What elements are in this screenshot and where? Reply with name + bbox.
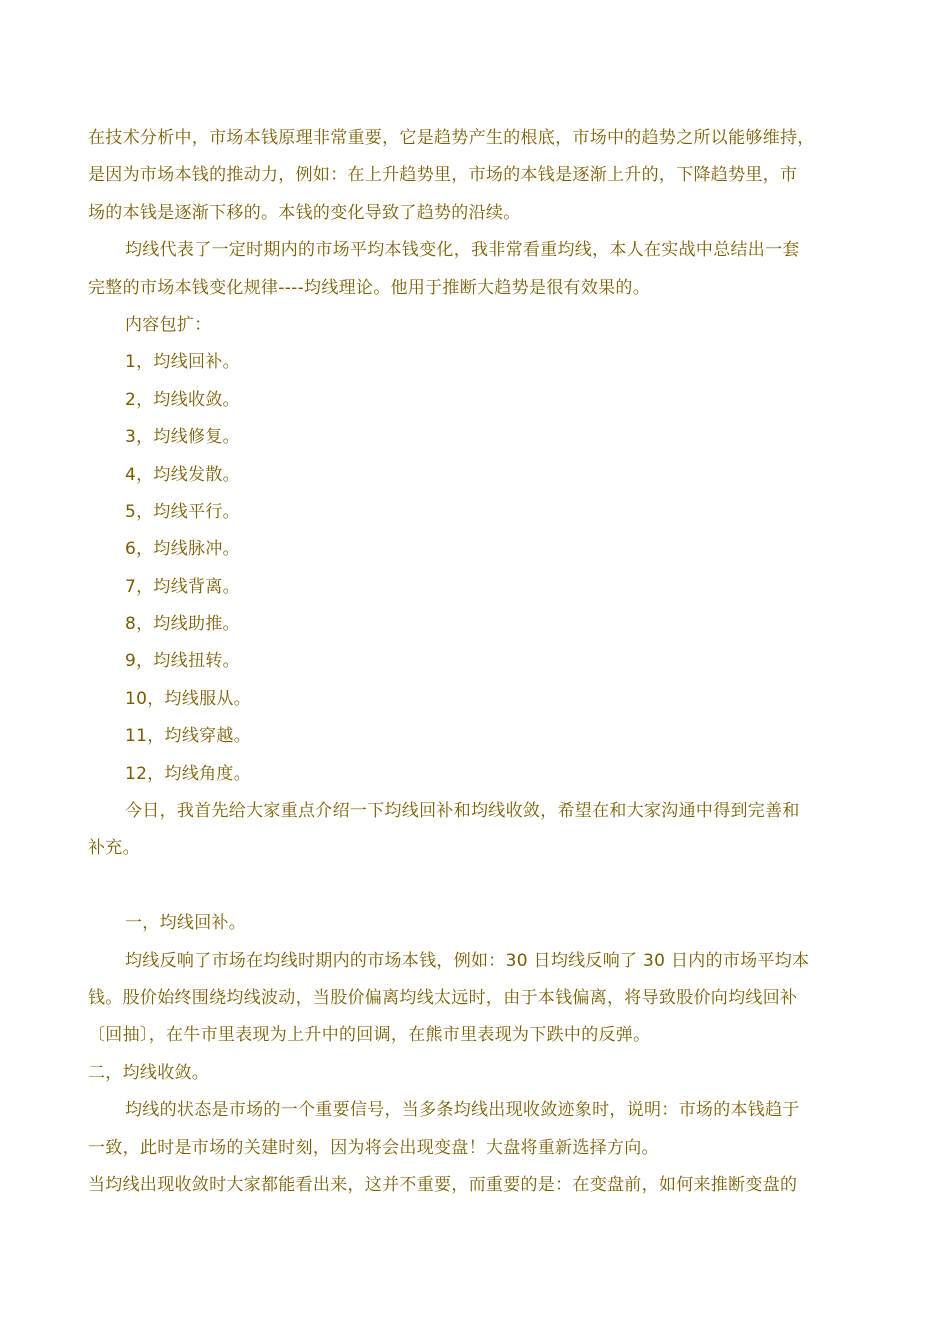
today-line-2: 补充。 [88,838,140,859]
list-item: 6，均线脉冲。 [125,539,240,560]
section-1-line-1: 均线反响了市场在均线时期内的市场本钱，例如：30 日均线反响了 30 日内的市场平均本 [125,950,810,971]
list-item: 12，均线角度。 [125,763,252,784]
contents-label: 内容包扩： [125,314,212,335]
list-item: 8，均线助推。 [125,614,240,635]
theory-line-2: 完整的市场本钱变化规律----均线理论。他用于推断大趋势是很有效果的。 [88,277,651,298]
list-item: 7，均线背离。 [125,576,240,597]
list-item: 4，均线发散。 [125,464,240,485]
list-item: 10，均线服从。 [125,688,252,709]
section-2-line-2: 一致，此时是市场的关建时刻，因为将会出现变盘！大盘将重新选择方向。 [88,1137,659,1158]
section-2-line-1: 均线的状态是市场的一个重要信号，当多条均线出现收敛迹象时，说明：市场的本钱趋于 [125,1100,800,1121]
intro-line-2: 是因为市场本钱的推动力，例如：在上升趋势里，市场的本钱是逐渐上升的，下降趋势里，市 [88,165,798,186]
today-line-1: 今日，我首先给大家重点介绍一下均线回补和均线收敛，希望在和大家沟通中得到完善和 [125,801,800,822]
section-1-line-3: 〔回抽〕，在牛市里表现为上升中的回调，在熊市里表现为下跌中的反弹。 [88,1025,651,1046]
section-1-heading: 一，均线回补。 [125,913,247,934]
theory-line-1: 均线代表了一定时期内的市场平均本钱变化，我非常看重均线，本人在实战中总结出一套 [125,240,800,261]
section-1-line-2: 钱。股价始终围绕均线波动，当股价偏离均线太远时，由于本钱偏离，将导致股价向均线回补 [88,987,798,1008]
list-item: 3，均线修复。 [125,427,240,448]
section-2-heading: 二，均线收敛。 [88,1062,210,1083]
blank-line [88,868,878,905]
list-item: 1，均线回补。 [125,352,240,373]
section-2-line-3: 当均线出现收敛时大家都能看出来，这并不重要，而重要的是：在变盘前，如何来推断变盘的 [88,1174,798,1195]
list-item: 2，均线收敛。 [125,389,240,410]
intro-line-1: 在技术分析中，市场本钱原理非常重要，它是趋势产生的根底，市场中的趋势之所以能够维持， [88,128,815,148]
document-body [88,120,878,1204]
list-item: 9，均线扭转。 [125,651,240,672]
list-item: 11，均线穿越。 [125,726,252,747]
list-item: 5，均线平行。 [125,501,240,522]
intro-line-3: 场的本钱是逐渐下移的。本钱的变化导致了趋势的沿续。 [88,202,521,223]
